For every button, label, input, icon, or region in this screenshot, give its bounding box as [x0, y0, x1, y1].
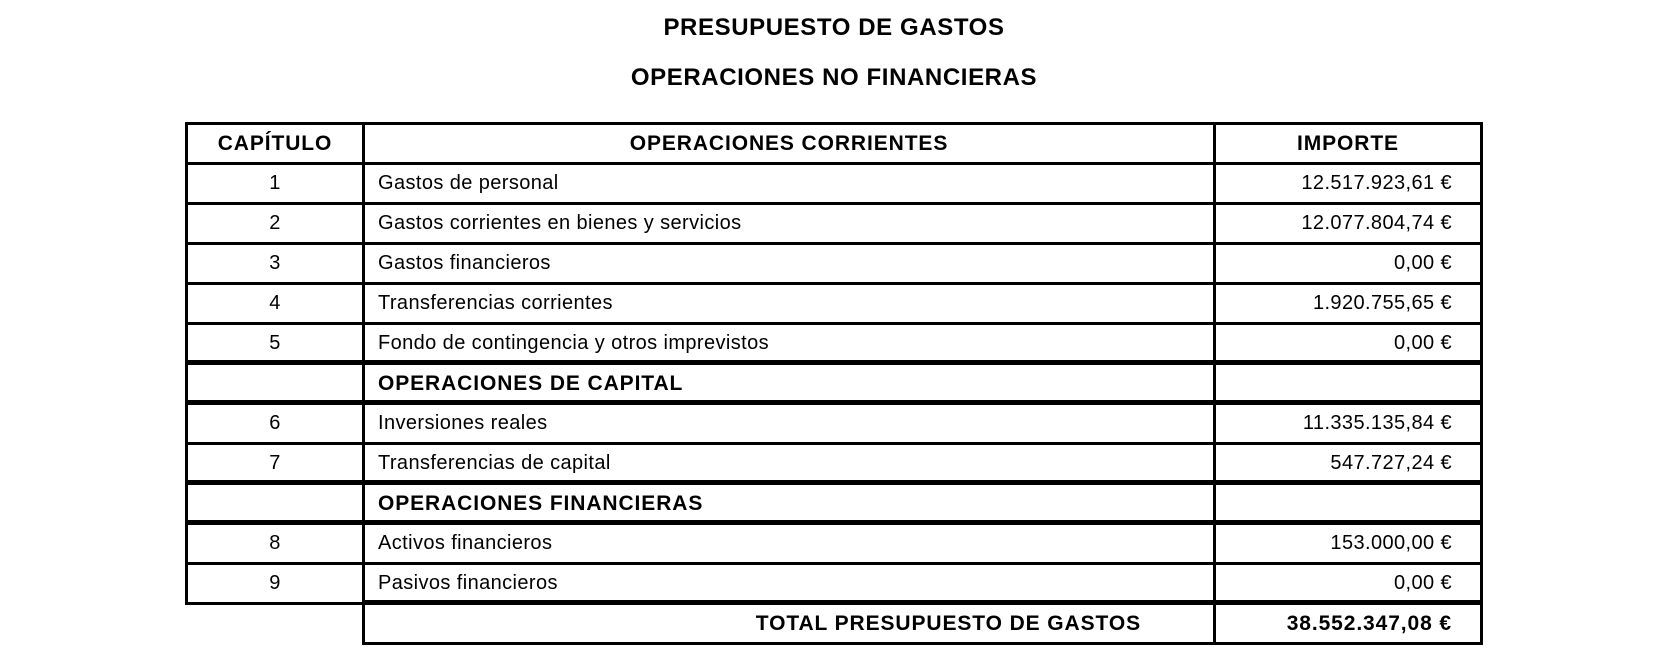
section-label: OPERACIONES DE CAPITAL	[362, 360, 1216, 405]
concept-cell: Gastos de personal	[362, 162, 1216, 205]
amount-cell: 11.335.135,84 €	[1213, 400, 1483, 445]
table-row	[185, 442, 1483, 485]
amount-cell-empty	[1213, 360, 1483, 405]
amount-cell: 12.077.804,74 €	[1213, 202, 1483, 245]
amount-cell: 12.517.923,61 €	[1213, 162, 1483, 205]
chapter-cell: 4	[185, 282, 365, 325]
chapter-cell: 7	[185, 442, 365, 485]
amount-cell: 1.920.755,65 €	[1213, 282, 1483, 325]
concept-cell: Gastos corrientes en bienes y servicios	[362, 202, 1216, 245]
concept-cell: Pasivos financieros	[362, 562, 1216, 605]
total-amount-cell: 38.552.347,08 €	[1213, 600, 1483, 645]
concept-cell: Inversiones reales	[362, 400, 1216, 445]
chapter-cell-empty	[185, 360, 365, 405]
concept-cell: Fondo de contingencia y otros imprevistos	[362, 322, 1216, 365]
total-label-cell: TOTAL PRESUPUESTO DE GASTOS	[362, 600, 1216, 645]
table-header-row	[185, 122, 1483, 165]
column-header-operations: OPERACIONES CORRIENTES	[362, 122, 1216, 165]
table-row	[185, 282, 1483, 325]
concept-cell: Activos financieros	[362, 520, 1216, 565]
column-header-amount: IMPORTE	[1213, 122, 1483, 165]
concept-cell: Gastos financieros	[362, 242, 1216, 285]
section-row-capital	[185, 360, 1483, 405]
table-row	[185, 202, 1483, 245]
budget-table	[185, 122, 1483, 645]
chapter-cell: 1	[185, 162, 365, 205]
total-row	[185, 600, 1483, 645]
table-row	[185, 322, 1483, 365]
chapter-cell: 3	[185, 242, 365, 285]
total-row-spacer	[185, 600, 362, 645]
table-row	[185, 562, 1483, 605]
table-row	[185, 520, 1483, 565]
amount-cell: 547.727,24 €	[1213, 442, 1483, 485]
chapter-cell: 5	[185, 322, 365, 365]
page-subtitle: OPERACIONES NO FINANCIERAS	[630, 64, 1038, 91]
section-row-financial	[185, 480, 1483, 525]
table-row	[185, 400, 1483, 445]
concept-cell: Transferencias corrientes	[362, 282, 1216, 325]
chapter-cell: 9	[185, 562, 365, 605]
amount-cell: 153.000,00 €	[1213, 520, 1483, 565]
table-row	[185, 162, 1483, 205]
chapter-cell: 2	[185, 202, 365, 245]
concept-cell: Transferencias de capital	[362, 442, 1216, 485]
chapter-cell: 8	[185, 520, 365, 565]
chapter-cell: 6	[185, 400, 365, 445]
column-header-chapter: CAPÍTULO	[185, 122, 365, 165]
page-title: PRESUPUESTO DE GASTOS	[663, 14, 1005, 41]
chapter-cell-empty	[185, 480, 365, 525]
amount-cell-empty	[1213, 480, 1483, 525]
amount-cell: 0,00 €	[1213, 242, 1483, 285]
amount-cell: 0,00 €	[1213, 562, 1483, 605]
table-row	[185, 242, 1483, 285]
section-label: OPERACIONES FINANCIERAS	[362, 480, 1216, 525]
amount-cell: 0,00 €	[1213, 322, 1483, 365]
